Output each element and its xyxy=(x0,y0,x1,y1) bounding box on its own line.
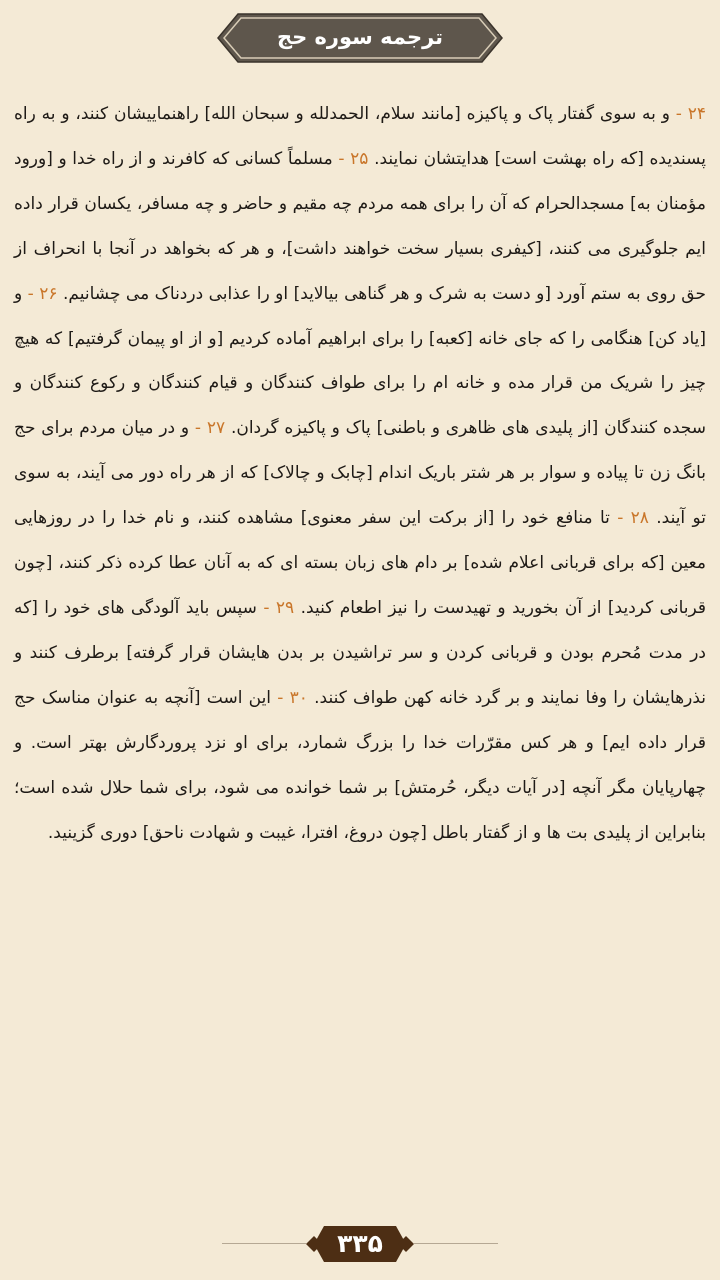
verse-text: و در میان مردم برای حج بانگ زن تا پیاده و سوار بر هر شتر باریک اندام [چابک و چالاک] که از هر راه دور می آیند، به سوی تو آیند. xyxy=(14,418,706,529)
footer-line-left xyxy=(222,1243,306,1244)
verse-text: سپس باید آلودگی های خود را [که در مدت مُحرم بودن و قربانی کردن و سر تراشیدن بر بدن هایشان قرار گرفته] برطرف کنند و نذرهایشان را وفا نمایند و بر گرد خانه کهن طواف کنند. xyxy=(14,597,707,708)
page-number-badge xyxy=(306,1222,414,1266)
verse-number: ۲۹ - xyxy=(256,597,295,618)
verse-text: و [یاد کن] هنگامی را که جای خانه [کعبه] را برای ابراهیم آماده کردیم [و از او پیمان گرفتیم] که هیچ چیز را شریک من قرار مده و خانه ام را برای طواف کنندگان و قیام کنندگان و رکوع کنندگان و سجده کنندگان [از پلیدی های ظاهری و باطنی] پاک و پاکیزه گردان. xyxy=(14,283,706,439)
verse-number: ۲۴ - xyxy=(669,104,706,124)
verse-number: ۲۵ - xyxy=(332,148,369,169)
page-title: ترجمه سوره حج xyxy=(276,25,444,49)
verse-text: مسلماً کسانی که کافرند و از راه خدا و [ورود مؤمنان به] مسجدالحرام که آن را برای همه مردم چه مقیم و حاضر و چه مسافر، یکسان قرار داده ایم جلوگیری می کنند، [کیفری بسیار سخت خواهند داشت]، و هر که بخواهد در آنجا با انحراف از حق روی به ستم آورد [و دست به شرک و هر گناهی بیالاید] او را عذابی دردناک می چشانیم. xyxy=(14,148,706,304)
page-number: ۳۳۵ xyxy=(337,1229,383,1258)
verse-text: تا منافع خود را [از برکت این سفر معنوی] مشاهده کنند، و نام خدا را در روزهایی معین [که برای قربانی اعلام شده] بر دام های زبان بسته ای که به آنان عطا کرده ذکر کنند، [چون قربانی کردید] از آن بخورید و تهیدست را نیز اطعام کنید. xyxy=(14,508,706,618)
verse-text: این است [آنچه به عنوان مناسک حج قرار داده ایم] و هر کس مقرّرات خدا را بزرگ شمارد، برای او نزد پروردگارش بهتر است. و چهارپایان مگر آنچه [در آیات دیگر، حُرمتش] بر شما خوانده می شود، برای شما حلال شده است؛ بنابراین از پلیدی بت ها و از گفتار باطل [چون دروغ، افترا، غیبت و شهادت ناحق] دوری گزینید. xyxy=(14,687,706,843)
verse-number: ۲۷ - xyxy=(189,418,226,439)
translation-text xyxy=(14,92,706,855)
verse-number: ۳۰ - xyxy=(271,687,308,708)
title-banner xyxy=(216,12,504,64)
verse-number: ۲۶ - xyxy=(22,283,58,304)
verse-number: ۲۸ - xyxy=(609,508,649,529)
verse-text: و به سوی گفتار پاک و پاکیزه [مانند سلام، الحمدلله و سبحان الله] راهنماییشان کنند، و به راه پسندیده [که راه بهشت است] هدایتشان نمایند. xyxy=(14,104,707,169)
footer-line-right xyxy=(414,1243,498,1244)
